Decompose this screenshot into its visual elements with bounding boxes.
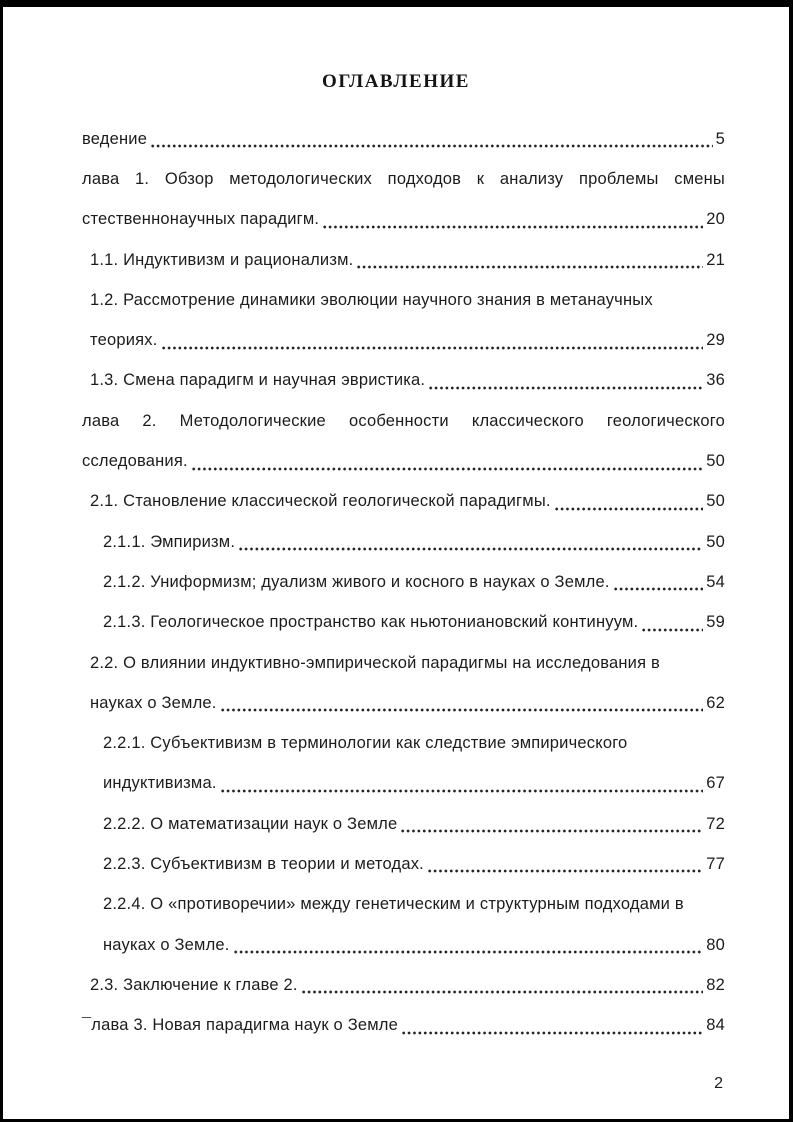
toc-line bbox=[82, 723, 725, 763]
dot-leader bbox=[356, 265, 703, 269]
dot-leader bbox=[400, 829, 703, 833]
toc-page-number: 54 bbox=[706, 572, 725, 591]
toc-entry-text: 1.1. Индуктивизм и рационализм. bbox=[90, 250, 354, 269]
toc-line bbox=[82, 482, 725, 522]
toc-line bbox=[82, 119, 725, 159]
toc-page-number: 59 bbox=[706, 613, 725, 632]
dot-leader bbox=[427, 869, 703, 873]
dot-leader bbox=[220, 708, 704, 712]
table-of-contents bbox=[82, 119, 725, 1046]
toc-entry-text: стественнонаучных парадигм. bbox=[82, 210, 320, 229]
toc-entry-text: ведение bbox=[82, 129, 148, 148]
toc-entry-text: науках о Земле. bbox=[103, 935, 230, 954]
toc-page-number: 82 bbox=[706, 975, 725, 994]
toc-line bbox=[82, 441, 725, 481]
toc-entry-text: теориях. bbox=[90, 331, 158, 350]
toc-page-number: 72 bbox=[706, 814, 725, 833]
toc-line bbox=[82, 643, 725, 683]
toc-page-number: 29 bbox=[706, 331, 725, 350]
toc-entry-text: индуктивизма. bbox=[103, 774, 217, 793]
toc-page-number: 84 bbox=[706, 1016, 725, 1035]
toc-line bbox=[82, 361, 725, 401]
toc-page-number: 80 bbox=[706, 935, 725, 954]
toc-entry-text: ¯лава 3. Новая парадигма наук о Земле bbox=[82, 1016, 399, 1035]
toc-line bbox=[82, 320, 725, 360]
toc-line bbox=[82, 280, 725, 320]
dot-leader bbox=[220, 789, 704, 793]
toc-line bbox=[82, 401, 725, 441]
toc-line bbox=[82, 925, 725, 965]
toc-entry-text: лава 1. Обзор методологических подходов к анализу проблемы смены bbox=[82, 170, 725, 189]
toc-page-number: 21 bbox=[706, 250, 725, 269]
toc-line bbox=[82, 683, 725, 723]
dot-leader bbox=[322, 225, 703, 229]
toc-entry-text: 2.1. Становление классической геологической парадигмы. bbox=[90, 492, 551, 511]
toc-page-number: 50 bbox=[706, 452, 725, 471]
toc-page-number: 62 bbox=[706, 693, 725, 712]
toc-entry-text: 2.2.3. Субъективизм в теории и методах. bbox=[103, 854, 424, 873]
toc-entry-text: лава 2. Методологические особенности классического геологического bbox=[82, 412, 725, 431]
dot-leader bbox=[233, 950, 704, 954]
toc-page-number: 67 bbox=[706, 774, 725, 793]
toc-line bbox=[82, 844, 725, 884]
dot-leader bbox=[161, 346, 704, 350]
toc-line bbox=[82, 603, 725, 643]
toc-entry-text: сследования. bbox=[82, 452, 188, 471]
toc-page-number: 20 bbox=[706, 210, 725, 229]
toc-entry-text: 2.2.1. Субъективизм в терминологии как следствие эмпирического bbox=[103, 734, 628, 753]
page-title: ОГЛАВЛЕНИЕ bbox=[322, 71, 470, 92]
dot-leader bbox=[191, 467, 703, 471]
toc-line bbox=[82, 159, 725, 199]
dot-leader bbox=[150, 144, 713, 148]
toc-line bbox=[82, 885, 725, 925]
toc-entry-text: 1.2. Рассмотрение динамики эволюции научного знания в метанаучных bbox=[90, 290, 653, 309]
toc-line bbox=[82, 764, 725, 804]
toc-line bbox=[82, 562, 725, 602]
toc-page-number: 50 bbox=[706, 532, 725, 551]
dot-leader bbox=[428, 386, 703, 390]
toc-line bbox=[82, 965, 725, 1005]
toc-line bbox=[82, 240, 725, 280]
toc-entry-text: 2.1.3. Геологическое пространство как ньютониановский континуум. bbox=[103, 613, 639, 632]
dot-leader bbox=[401, 1031, 703, 1035]
toc-line bbox=[82, 200, 725, 240]
dot-leader bbox=[641, 628, 703, 632]
toc-entry-text: 2.1.2. Униформизм; дуализм живого и косного в науках о Земле. bbox=[103, 572, 610, 591]
toc-entry-text: 2.2.2. О математизации наук о Земле bbox=[103, 814, 398, 833]
toc-line bbox=[82, 522, 725, 562]
dot-leader bbox=[554, 507, 704, 511]
toc-page-number: 77 bbox=[706, 854, 725, 873]
toc-entry-text: 1.3. Смена парадигм и научная эвристика. bbox=[90, 371, 426, 390]
dot-leader bbox=[613, 587, 704, 591]
dot-leader bbox=[238, 547, 703, 551]
toc-line bbox=[82, 804, 725, 844]
dot-leader bbox=[301, 990, 704, 994]
toc-entry-text: 2.2. О влиянии индуктивно-эмпирической парадигмы на исследования в bbox=[90, 653, 660, 672]
toc-entry-text: 2.1.1. Эмпиризм. bbox=[103, 532, 236, 551]
toc-page-number: 36 bbox=[706, 371, 725, 390]
toc-entry-text: 2.3. Заключение к главе 2. bbox=[90, 975, 298, 994]
toc-page-number: 5 bbox=[715, 129, 725, 148]
toc-page-number: 50 bbox=[706, 492, 725, 511]
toc-entry-text: науках о Земле. bbox=[90, 693, 217, 712]
toc-line bbox=[82, 1006, 725, 1046]
page-number: 2 bbox=[714, 1075, 723, 1092]
toc-entry-text: 2.2.4. О «противоречии» между генетическим и структурным подходами в bbox=[103, 895, 684, 914]
